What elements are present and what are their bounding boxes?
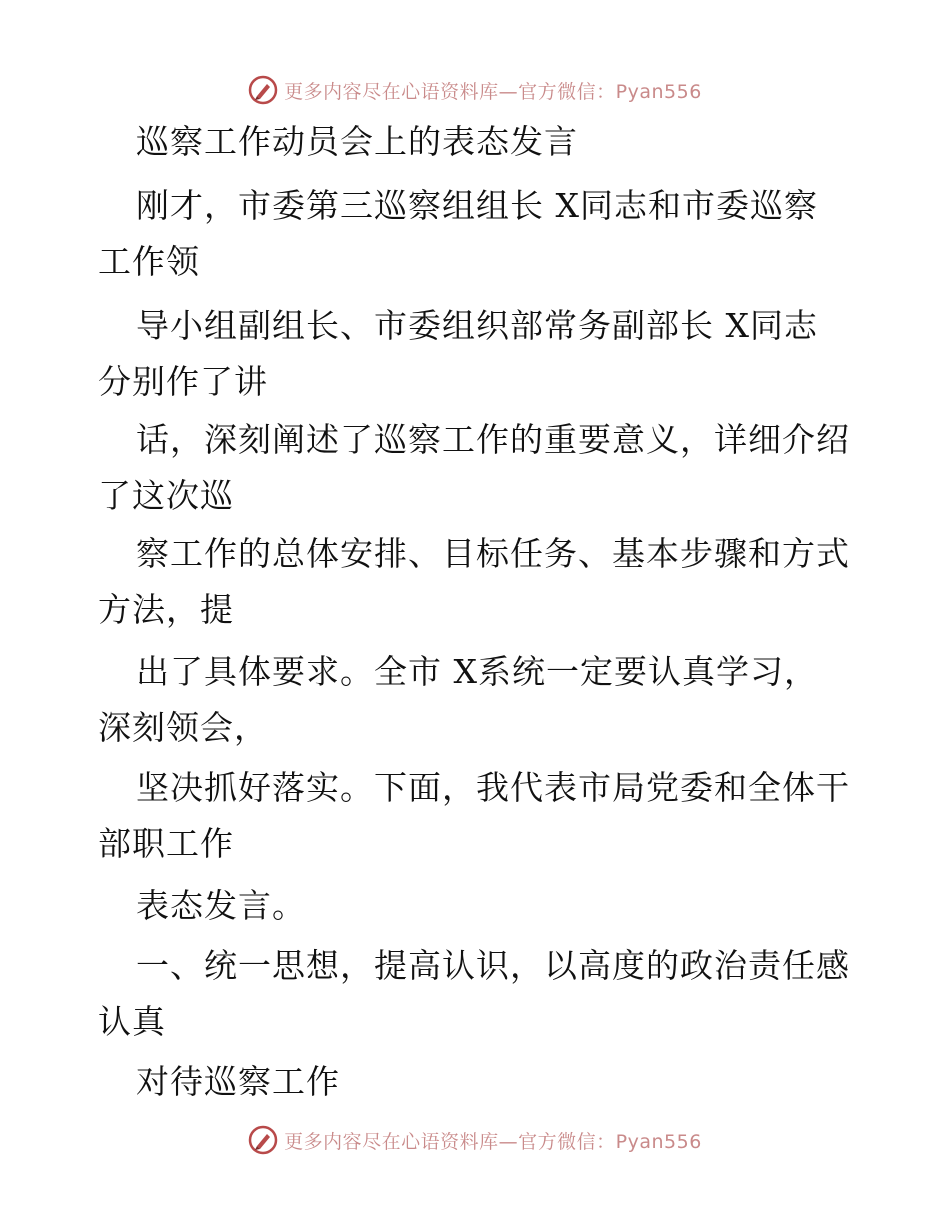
text-line: 了这次巡 xyxy=(98,476,234,515)
text-line: 察工作的总体安排、目标任务、基本步骤和方式 xyxy=(136,534,850,573)
text-line: 坚决抓好落实。下面，我代表市局党委和全体干 xyxy=(136,768,850,807)
pen-logo-icon xyxy=(248,75,278,105)
footer-watermark xyxy=(0,1120,950,1160)
text-line: 部职工作 xyxy=(98,824,234,863)
document-title: 巡察工作动员会上的表态发言 xyxy=(136,122,578,161)
header-watermark xyxy=(0,70,950,110)
section-heading: 一、统一思想，提高认识，以高度的政治责任感 xyxy=(136,946,850,985)
text-line: 工作领 xyxy=(98,242,200,281)
text-line: 方法，提 xyxy=(98,590,234,629)
text-line: 深刻领会， xyxy=(98,708,268,747)
text-line: 导小组副组长、市委组织部常务副部长 X同志 xyxy=(136,306,818,345)
text-line: 话，深刻阐述了巡察工作的重要意义，详细介绍 xyxy=(136,420,850,459)
watermark-text: 更多内容尽在心语资料库—官方微信：Pyan556 xyxy=(284,80,702,103)
text-line: 认真 xyxy=(98,1002,166,1041)
text-line: 刚才，市委第三巡察组组长 X同志和市委巡察 xyxy=(136,186,818,225)
text-line: 对待巡察工作 xyxy=(136,1062,340,1101)
text-line: 分别作了讲 xyxy=(98,362,268,401)
watermark-text: 更多内容尽在心语资料库—官方微信：Pyan556 xyxy=(284,1130,702,1153)
text-line: 出了具体要求。全市 X系统一定要认真学习， xyxy=(136,652,818,691)
text-line: 表态发言。 xyxy=(136,886,306,925)
pen-logo-icon xyxy=(248,1125,278,1155)
